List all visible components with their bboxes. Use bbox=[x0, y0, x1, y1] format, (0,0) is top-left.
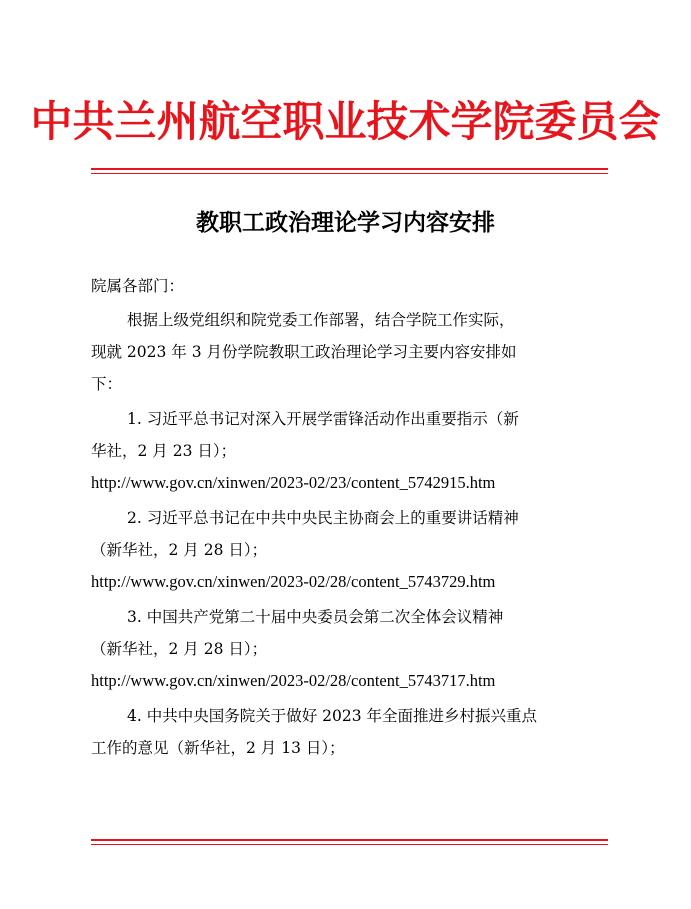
footer-divider-thick bbox=[91, 839, 608, 841]
item-1-line: 1. 习近平总书记对深入开展学雷锋活动作出重要指示（新 bbox=[127, 410, 519, 428]
salutation: 院属各部门： bbox=[91, 277, 185, 295]
item-1-link[interactable]: http://www.gov.cn/xinwen/2023-02/23/content_5742915.htm bbox=[91, 473, 496, 492]
intro-line: 下： bbox=[91, 375, 123, 393]
intro-line: 根据上级党组织和院党委工作部署，结合学院工作实际， bbox=[127, 311, 515, 329]
item-4-line: 工作的意见（新华社，2 月 13 日）； bbox=[91, 739, 345, 757]
footer-divider-thin bbox=[91, 844, 608, 845]
item-1-line: 华社，2 月 23 日）； bbox=[91, 442, 237, 460]
header-divider-thick bbox=[91, 168, 608, 170]
organization-header: 中共兰州航空职业技术学院委员会 bbox=[30, 97, 661, 146]
document-body bbox=[91, 270, 611, 764]
header-divider-thin bbox=[91, 173, 608, 174]
intro-line: 现就 2023 年 3 月份学院教职工政治理论学习主要内容安排如 bbox=[91, 343, 517, 361]
item-2-line: （新华社，2 月 28 日）； bbox=[91, 541, 268, 559]
item-3-line: 3. 中国共产党第二十届中央委员会第二次全体会议精神 bbox=[127, 608, 504, 626]
item-4-line: 4. 中共中央国务院关于做好 2023 年全面推进乡村振兴重点 bbox=[127, 707, 538, 725]
document-title: 教职工政治理论学习内容安排 bbox=[196, 210, 495, 236]
item-3-line: （新华社，2 月 28 日）； bbox=[91, 640, 268, 658]
item-2-line: 2. 习近平总书记在中共中央民主协商会上的重要讲话精神 bbox=[127, 509, 519, 527]
item-2-link[interactable]: http://www.gov.cn/xinwen/2023-02/28/content_5743729.htm bbox=[91, 572, 496, 591]
item-3-link[interactable]: http://www.gov.cn/xinwen/2023-02/28/content_5743717.htm bbox=[91, 671, 496, 690]
